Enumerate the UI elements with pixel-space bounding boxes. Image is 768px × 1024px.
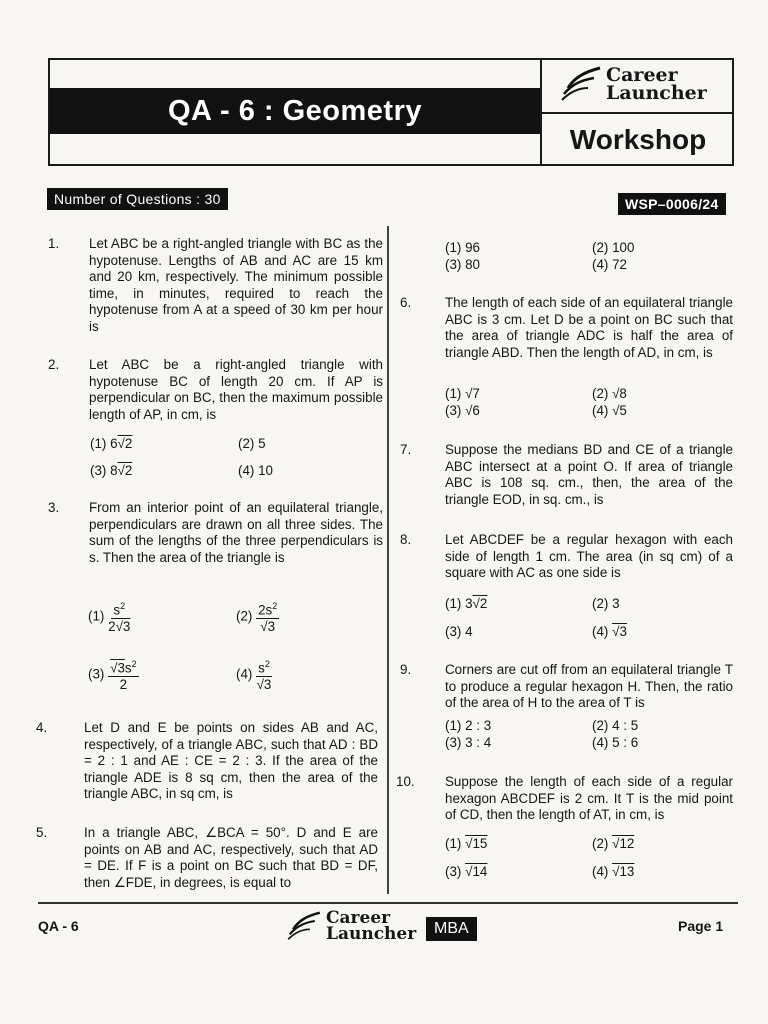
logo-line-1: Career: [326, 908, 391, 928]
question-text: Let ABCDEF be a regular hexagon with each side of length 1 cm. The area (in sq cm) of a square with AC as one side is: [445, 532, 733, 581]
option: (1) 2 : 3: [445, 718, 492, 733]
question-number: 9.: [400, 662, 412, 677]
footer-rule: [38, 902, 738, 904]
option: (2) 4 : 5: [592, 718, 639, 733]
option: (1) $\frac{s^2}{2√3}$: [88, 598, 130, 635]
option: (4) √3: [592, 624, 627, 639]
footer-section-label: QA - 6: [38, 918, 79, 934]
question-text: Let ABC be a right-angled triangle with hypotenuse BC of length 20 cm. If AP is perpendicular on BC, then the maximum possible length of AP, in cm, is: [89, 357, 383, 422]
question-text: Let ABC be a right-angled triangle with BC as the hypotenuse. Lengths of AB and AC are 15 km and 20 km, respectively. The minimum possible time, in minutes, required to reach the hypotenuse from A at a speed of 30 km per hour is: [89, 236, 383, 334]
option: (4) 72: [592, 257, 627, 272]
question-number: 10.: [396, 774, 415, 789]
option: (3) √6: [445, 403, 480, 418]
question-number: 5.: [36, 825, 48, 840]
sqrt-symbol: √2: [117, 463, 133, 478]
question-number: 8.: [400, 532, 412, 547]
logo-line-1: Career: [606, 64, 678, 86]
option: (4) 10: [238, 463, 273, 478]
option: (3) 4: [445, 624, 473, 639]
option: (3) 3 : 4: [445, 735, 492, 750]
logo-line-2: Launcher: [326, 924, 417, 945]
workshop-label: Workshop: [569, 124, 707, 155]
question-text: Corners are cut off from an equilateral triangle T to produce a regular hexagon H. Then, the ratio of the area of H to the area of T is: [445, 662, 733, 711]
question-text: Suppose the medians BD and CE of a triangle ABC intersect at a point O. If area of triangle ABC is 108 sq. cm., then, the area of the triangle EOD, in sq. cm., is: [445, 442, 733, 507]
option: (2) 3: [592, 596, 620, 611]
option: (1) √7: [445, 386, 480, 401]
launcher-swoosh-icon: [286, 911, 322, 941]
question-text: Suppose the length of each side of a regular hexagon ABCDEF is 2 cm. It T is the mid point of CD, then the length of AT, in cm, is: [445, 774, 733, 823]
career-launcher-logo: [560, 64, 707, 105]
option: (3) √14: [445, 864, 488, 879]
launcher-swoosh-icon: [560, 66, 602, 102]
option: (1) 3√2: [445, 596, 488, 611]
question-number: 2.: [48, 357, 60, 372]
option: (2) 5: [238, 436, 266, 451]
question-number: 6.: [400, 295, 412, 310]
question-number: 4.: [36, 720, 48, 735]
logo-line-2: Launcher: [606, 82, 707, 105]
option: (1) 96: [445, 240, 480, 255]
question-text: From an interior point of an equilateral triangle, perpendiculars are drawn on all three sides. The sum of the lengths of the three perpendiculars is s. Then the area of the triangle is: [89, 500, 383, 565]
sqrt-symbol: √2: [117, 436, 133, 451]
option: (3) 8√2: [90, 463, 133, 478]
footer-logo: [286, 908, 417, 945]
page-title: QA - 6 : Geometry: [168, 95, 422, 127]
option: (1) 6√2: [90, 436, 133, 451]
question-text: In a triangle ABC, ∠BCA = 50°. D and E are points on AB and AC, respectively, such that AD = DE. If F is a point on BC such that BD = DF, then ∠FDE, in degrees, is equal to: [84, 825, 378, 890]
code-badge: WSP–0006/24: [618, 193, 726, 215]
option: (4) $\frac{s^2}{√3}$: [236, 656, 272, 693]
question-number: 7.: [400, 442, 412, 457]
question-text: Let D and E be points on sides AB and AC, respectively, of a triangle ABC, such that AD : BD = 2 : 1 and AE : CE = 2 : 3. If the area of the triangle ADE is 8 sq cm, then the area of the triangle ABC, in sq cm, is: [84, 720, 378, 802]
option: (3) $\frac{√3s^2}{2}$: [88, 656, 139, 693]
question-number: 3.: [48, 500, 60, 515]
option: (4) √13: [592, 864, 635, 879]
option: (1) √15: [445, 836, 488, 851]
question-text: The length of each side of an equilateral triangle ABC is 3 cm. Let D be a point on BC such that the area of triangle ADC is half the area of triangle ABD. Then the length of AD, in cm, is: [445, 295, 733, 360]
mba-badge: MBA: [426, 917, 477, 941]
page-number: Page 1: [678, 918, 724, 934]
option: (2) 100: [592, 240, 635, 255]
option: (3) 80: [445, 257, 480, 272]
option: (4) 5 : 6: [592, 735, 639, 750]
option: (4) √5: [592, 403, 627, 418]
option: (2) √12: [592, 836, 635, 851]
question-count-badge: Number of Questions : 30: [47, 188, 228, 210]
question-number: 1.: [48, 236, 60, 251]
option: (2) √8: [592, 386, 627, 401]
option: (2) $\frac{2s^2}{√3}$: [236, 598, 279, 635]
column-divider: [387, 226, 389, 894]
